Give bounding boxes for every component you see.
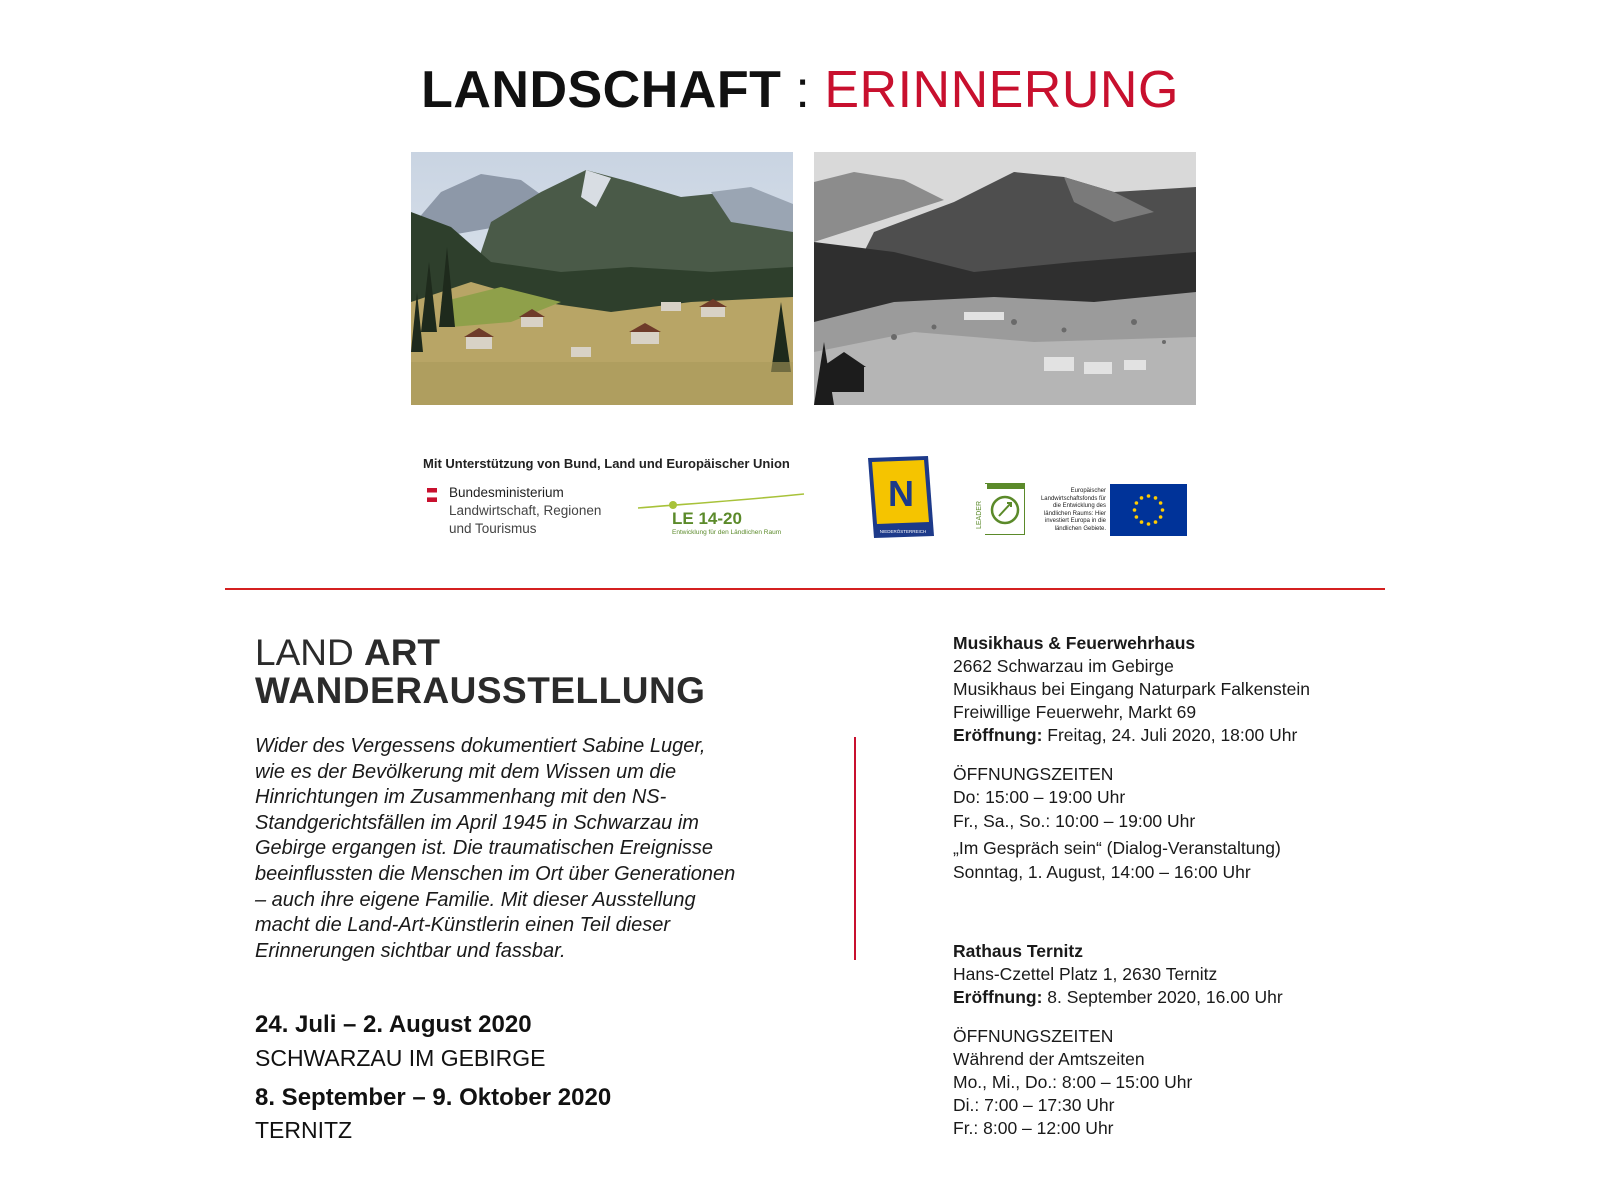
leader-text: LEADER <box>976 500 983 529</box>
niederoesterreich-logo <box>866 456 936 538</box>
venue1-hours-line: Fr., Sa., So.: 10:00 – 19:00 Uhr <box>953 811 1196 831</box>
description-line: wie es der Bevölkerung mit dem Wissen um die <box>255 760 677 783</box>
venue2-hours-line: Di.: 7:00 – 17:30 Uhr <box>953 1095 1115 1115</box>
section-divider <box>225 588 1385 590</box>
description-line: – auch ihre eigene Familie. Mit dieser Ausstellung <box>255 888 696 911</box>
ministry-name-line3: und Tourismus <box>449 521 537 536</box>
title-landschaft: LANDSCHAFT <box>421 61 782 119</box>
exhibition-heading-line1 <box>255 633 440 673</box>
ministry-name-line1: Bundesministerium <box>449 485 564 500</box>
venue1-hours-title: ÖFFNUNGSZEITEN <box>953 764 1114 784</box>
venue1-address-line: Musikhaus bei Eingang Naturpark Falkenstein <box>953 679 1310 699</box>
venue1-address-line: Freiwillige Feuerwehr, Markt 69 <box>953 702 1197 722</box>
landscape-photo-color <box>411 152 793 405</box>
venue2-address-line: Hans-Czettel Platz 1, 2630 Ternitz <box>953 964 1218 984</box>
opening-label: Eröffnung: <box>953 725 1043 745</box>
support-text: Mit Unterstützung von Bund, Land und Europäischer Union <box>423 456 790 471</box>
exhibition-description <box>255 734 775 964</box>
description-line: Gebirge ergangen ist. Die traumatischen Ereignisse <box>255 837 714 860</box>
venue2-hours-line: Mo., Mi., Do.: 8:00 – 15:00 Uhr <box>953 1072 1193 1092</box>
description-line: Erinnerungen sichtbar und fassbar. <box>255 939 566 962</box>
venue2-name: Rathaus Ternitz <box>953 941 1083 961</box>
title-erinnerung: ERINNERUNG <box>824 61 1179 119</box>
venue1-name: Musikhaus & Feuerwehrhaus <box>953 633 1196 653</box>
venue1-hours-line: Do: 15:00 – 19:00 Uhr <box>953 787 1126 807</box>
exhibition-heading-line2: WANDERAUSSTELLUNG <box>255 670 706 711</box>
venue1-address-line: 2662 Schwarzau im Gebirge <box>953 656 1174 676</box>
le-logo-subtitle: Entwicklung für den Ländlichen Raum <box>672 529 782 536</box>
venue1-opening <box>953 724 1297 747</box>
opening-value: 8. September 2020, 16.00 Uhr <box>1042 987 1283 1007</box>
noe-logo-caption: NIEDERÖSTERREICH <box>879 529 927 534</box>
venue2-hours-note: Während der Amtszeiten <box>953 1049 1145 1069</box>
description-line: Hinrichtungen im Zusammenhang mit den NS- <box>255 786 667 809</box>
heading-land: LAND <box>255 632 354 673</box>
venue1-event-time: Sonntag, 1. August, 14:00 – 16:00 Uhr <box>953 862 1251 882</box>
venue2-hours-title: ÖFFNUNGSZEITEN <box>953 1026 1114 1046</box>
description-line: beeinflussten die Menschen im Ort über Generationen <box>255 862 736 885</box>
description-line: macht die Land-Art-Künstlerin einen Teil dieser <box>255 914 671 937</box>
place-schwarzau: SCHWARZAU IM GEBIRGE <box>255 1045 546 1071</box>
ministry-name-line2: Landwirtschaft, Regionen <box>449 503 602 518</box>
le-logo-text: LE 14-20 <box>672 509 742 528</box>
title-separator: : <box>795 61 811 119</box>
eu-flag-icon <box>1110 484 1187 536</box>
austria-flag-icon <box>427 488 437 502</box>
noe-logo-letter: N <box>888 473 914 514</box>
venue2-hours-line: Fr.: 8:00 – 12:00 Uhr <box>953 1118 1114 1138</box>
date-range-ternitz: 8. September – 9. Oktober 2020 <box>255 1084 612 1111</box>
opening-value: Freitag, 24. Juli 2020, 18:00 Uhr <box>1042 725 1298 745</box>
opening-label: Eröffnung: <box>953 987 1043 1007</box>
column-divider <box>854 737 856 960</box>
date-range-schwarzau: 24. Juli – 2. August 2020 <box>255 1011 532 1038</box>
leader-logo <box>973 483 1025 535</box>
description-line: Wider des Vergessens dokumentiert Sabine Luger, <box>255 735 706 757</box>
heading-art: ART <box>363 632 441 673</box>
venue1-event-title: „Im Gespräch sein“ (Dialog-Veranstaltung) <box>953 838 1281 858</box>
venue2-opening <box>953 986 1283 1009</box>
place-ternitz: TERNITZ <box>255 1117 353 1143</box>
eu-fund-text: Europäischer Landwirtschaftsfonds für die Entwicklung des ländlichen Raums: Hier investiert Europa in die ländlichen Gebiete. <box>1040 488 1106 532</box>
page-title <box>0 58 1600 122</box>
landscape-photo-historic <box>814 152 1196 405</box>
description-line: Standgerichtsfällen im April 1945 in Schwarzau im <box>255 811 699 834</box>
